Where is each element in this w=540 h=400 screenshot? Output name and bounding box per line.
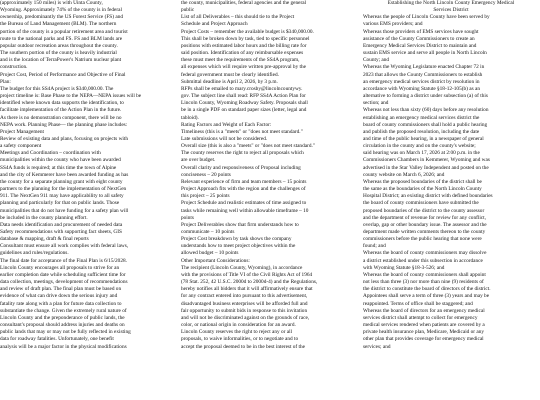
text-line: Establishing the North Lincoln County Emergency Medical — [387, 0, 515, 6]
text-line: county website on March 6, 2026; and — [363, 171, 445, 178]
text-line: Overall size (this is also a "meets" or "does not meet standard." — [181, 143, 315, 150]
text-line: services; and — [363, 343, 391, 350]
text-line: Plan: — [0, 78, 11, 85]
text-line: municipalities that do not have funding for a safety plan will — [0, 207, 129, 214]
text-line: board of county commissioners shall hold a public hearing — [363, 121, 488, 128]
text-line: Whereas the board of county commissioners may dissolve — [363, 250, 487, 257]
text-line: gov. The subject line shall read: RFP SS4A Action Plan for — [181, 93, 306, 100]
text-line: 2023 that allows the County Commissioners to establish — [363, 71, 483, 78]
text-line: facilitate implementation of the Action Plan in the future. — [0, 107, 122, 114]
text-line: Schedule and Project Approach — [181, 21, 248, 28]
text-line: allowed budget – 10 points — [181, 250, 239, 257]
text-line: hereby notifies all bidders that it will affirmatively ensure that — [181, 286, 313, 293]
text-line: fatality rate along with a plan for future data collection to — [0, 300, 122, 307]
text-line: the county for a separate planning grant with eight county — [0, 178, 123, 185]
text-line: Project Costs – remember the available budget is $340,000.00. — [181, 28, 314, 35]
text-line: a safety component — [0, 143, 42, 150]
text-line: with the provisions of Title VI of the Civil Rights Act of 1964 — [181, 271, 313, 278]
text-line: earlier completion date while scheduling sufficient time for — [0, 271, 126, 278]
text-line: ownership, predominantly the US Forest Service (FS) and — [0, 14, 123, 21]
text-line: and review of draft plan. The final plan must be based on — [0, 286, 122, 293]
column-middle — [181, 0, 357, 400]
text-line: Review of existing data and plans, focusing on projects with — [0, 135, 128, 142]
text-line: for any contract entered into pursuant to this advertisement, — [181, 293, 308, 300]
text-line: Project Schedule and realistic estimates of time assigned to — [181, 200, 307, 207]
text-line: the board of county commissioners have submitted the — [363, 200, 479, 207]
text-line: consultant's proposal should address injuries and deaths on — [0, 322, 125, 329]
text-line: overlap, gap or other boundary issue. The assessor and the — [363, 221, 487, 228]
text-line: and the city of Kemmerer have been awarded funding as has — [0, 171, 129, 178]
text-line: Wyoming. Approximately 74% of the county is in federal — [0, 7, 122, 14]
text-line: said position. Identification of any reimbursable expenses — [181, 50, 304, 57]
text-line: be in a single PDF on standard paper sizes (letter, legal and — [181, 107, 307, 114]
text-line: data for roadway fatalities. Unfortunately, one benefit — [0, 336, 114, 343]
text-line: advertised in the Star Valley Independent and posted on the — [363, 164, 489, 171]
text-line: reappointed. Terms of office shall be staggered; and — [363, 300, 473, 307]
text-line: (78 Stat. 252, 42 U.S.C. 2000d to 2000d-4) and the Regulations, — [181, 279, 318, 286]
text-line: medical services rendered when patients are covered by a — [363, 322, 485, 329]
text-line: project timeline is: Base Phase to the NEPA—NEPA issues will be — [0, 93, 142, 100]
text-line: portion of the county is a popular retirement area and tourist — [0, 28, 128, 35]
text-line: Rating Factors and Weight of Each Factor: — [181, 121, 272, 128]
text-line: County; and — [363, 57, 390, 64]
text-line: (approximately 150 miles) is with Uinta County, — [0, 0, 103, 6]
text-line: Appointees shall serve a term of three (3) years and may be — [363, 293, 490, 300]
text-line: services district shall attempt to collect for emergency — [363, 314, 478, 321]
text-line: accept the proposal deemed to be in the best interest of the — [181, 343, 305, 350]
text-line: said hearing was on March 17, 2026 at 2:00 p.m. in the — [363, 150, 480, 157]
text-line: As there is no demonstration component, there will be no — [0, 114, 122, 121]
text-line: assistance of the County Commissioners to create an — [363, 35, 475, 42]
text-line: accordance with Wyoming Statute §18-12-105(b) as an — [363, 85, 480, 92]
text-line: The budget for this SS4A project is $340,000.00. The — [0, 85, 114, 92]
text-line: Whereas those providers of EMS services have sought — [363, 28, 479, 35]
text-line: section; and — [363, 100, 389, 107]
text-line: the district to constitute the board of directors of the district. — [363, 286, 491, 293]
text-line: planning and particularly for that on public lands. Those — [0, 200, 120, 207]
text-line: private health insurance plan, Medicare, Medicaid or any — [363, 329, 485, 336]
column-left — [0, 0, 174, 400]
text-line: List of all Deliverables – this should tie to the Project — [181, 14, 295, 21]
text-line: color, or national origin in consideration for an award. — [181, 322, 296, 329]
text-line: 911. The NextGen 911 may have applicability to all safety — [0, 193, 124, 200]
text-line: a district established under this subsection in accordance — [363, 257, 483, 264]
text-line: public lands that may or may not be fully reflected in existing — [0, 329, 131, 336]
text-line: popular outdoor recreation areas throughout the county. — [0, 42, 118, 49]
text-line: Whereas not less than sixty (60) days before any resolution — [363, 107, 489, 114]
text-line: communicate – 10 points — [181, 229, 235, 235]
text-line: identified where known data supports the identification, to — [0, 100, 124, 107]
text-line: alternative to forming a district under subsection (a) of this — [363, 93, 488, 100]
text-line: an emergency medical services district by resolution in — [363, 78, 480, 85]
text-line: Late submissions will not be considered. — [181, 135, 268, 142]
text-line: data collection, meetings, development of recommendations — [0, 279, 128, 286]
text-line: proposals, to waive informalities, or to negotiate and to — [181, 336, 299, 343]
text-line: found; and — [363, 243, 386, 250]
text-line: Lincoln County encourages all proposals to strive for an — [0, 264, 120, 271]
text-line: analysis will be a major factor in the physical modifications — [0, 343, 127, 350]
text-line: conciseness – 20 points — [181, 171, 231, 178]
text-line: Whereas the Wyoming Legislature enacted Chapter 72 in — [363, 64, 485, 71]
text-line: the county, municipalities, federal agencies and the general — [181, 0, 307, 6]
text-line: and is the location of TerraPower's Natrium nuclear plant — [0, 57, 122, 64]
text-line: disadvantaged business enterprises will be afforded full and — [181, 300, 308, 307]
text-line: Hospital District; an existing district with defined boundaries — [363, 193, 493, 200]
text-line: Consultant must ensure all work complies with federal laws, — [0, 243, 129, 250]
text-line: sustain EMS service and serve all people in North Lincoln — [363, 50, 487, 57]
text-line: department made written comments thereon to the county — [363, 229, 486, 235]
text-line: The recipient (Lincoln County, Wyoming), in accordance — [181, 264, 303, 271]
text-line: all expenses which will require written pre-approval by the — [181, 64, 307, 71]
text-line: fair opportunity to submit bids in response to this invitation — [181, 307, 308, 314]
text-line: the same as the boundaries of the North Lincoln County — [363, 186, 482, 193]
text-line: tasks while remaining well within allowable timeframe – 10 — [181, 207, 309, 214]
text-line: and the department of revenue for review for any conflict, — [363, 214, 486, 221]
text-line: This shall be broken down by task, tied to specific personnel — [181, 35, 310, 42]
text-line: Emergency Medical Services District to maintain and — [363, 42, 477, 49]
text-line: Timeliness (this is a "meets" or "does not meet standard." — [181, 128, 303, 135]
text-line: public — [181, 7, 195, 14]
text-line: Project Cost breakdown by task shows the company — [181, 236, 292, 243]
text-line: Data needs identification and procurement of needed data — [0, 221, 123, 228]
text-line: NEPA work. Planning Phase— the planning phase includes: — [0, 121, 128, 128]
text-line: not less than three (3) nor more than nine (9) residents of — [363, 279, 484, 286]
column-right — [363, 0, 539, 400]
text-line: be included in the county planning effort. — [0, 214, 88, 221]
text-line: Whereas the board of directors for an emergency medical — [363, 307, 485, 314]
text-line: substantiate the change. Given the extremely rural nature of — [0, 307, 127, 314]
text-line: tabloid). — [181, 114, 199, 121]
text-line: Project Approach fits with the region and the challenges of — [181, 186, 306, 193]
text-line: this project – 25 points — [181, 193, 230, 200]
text-line: The southern portion of the county is heavily industrial — [0, 50, 117, 57]
text-line: commissioners before the public hearing that none were — [363, 236, 482, 243]
text-line: various EMS providers; and — [363, 21, 423, 28]
text-line: Meetings and Coordination – coordination with — [0, 150, 101, 157]
text-line: route to the national parks and FS. FS and BLM lands are — [0, 35, 123, 42]
text-line: Lincoln County reserves the right to reject any or all — [181, 329, 293, 336]
text-line: Safety recommendations with supporting fact sheets, GIS — [0, 229, 122, 235]
text-line: positions with estimated labor hours and the billing rate for — [181, 42, 307, 49]
text-line: Services District — [433, 7, 469, 14]
text-line: database & mapping, draft & final reports — [0, 236, 89, 243]
text-line: Whereas the people of Lincoln County have been served by — [363, 14, 490, 21]
text-line: municipalities within the county who have been awarded — [0, 157, 121, 164]
text-line: The county reserves the right to reject all proposals which — [181, 150, 304, 157]
text-line: the Bureau of Land Management (BLM). The northern — [0, 21, 117, 28]
text-line: and will not be discriminated against on the grounds of race, — [181, 314, 310, 321]
text-line: these must meet the requirements of the SS4A program, — [181, 57, 300, 64]
text-line: points — [181, 214, 194, 221]
text-line: with Wyoming Statute §18-3-526; and — [363, 264, 445, 271]
text-line: partners to the planning for the implementation of NextGen — [0, 186, 127, 193]
text-line: SS4A funds is required; at this time the town of Alpine — [0, 164, 117, 171]
text-line: construction. — [0, 64, 28, 71]
text-line: Project Management — [0, 128, 44, 135]
text-line: and publish the proposed resolution, including the date — [363, 128, 480, 135]
text-line: are over budget. — [181, 157, 216, 164]
text-line: Whereas the proposed boundaries of the district shall be — [363, 178, 482, 185]
text-line: Relevant experience of firm and team members – 15 points — [181, 178, 307, 185]
text-line: Lincoln County, Wyoming Roadway Safety. Proposals shall — [181, 100, 308, 107]
text-line: Other Important Considerations: — [181, 257, 250, 264]
text-line: circulation in the county and on the county's website; — [363, 143, 476, 150]
text-line: Submittal deadline is April 2, 2026, by 3 p.m. — [181, 78, 278, 85]
text-line: proposed boundaries of the district to the county assessor — [363, 207, 485, 214]
text-line: Commissioners Chambers in Kemmerer, Wyoming and was — [363, 157, 490, 164]
text-line: and time of the public hearing, in a newspaper of general — [363, 135, 484, 142]
text-line: The final date for acceptance of the Final Plan is 6/15/2028. — [0, 257, 127, 264]
text-line: Overall clarity and responsiveness of Proposal including — [181, 164, 301, 171]
text-line: federal government must be clearly identified. — [181, 71, 279, 78]
text-line: understands how to meet project objectives within the — [181, 243, 296, 250]
text-line: Whereas the board of county commissioners shall appoint — [363, 271, 486, 278]
text-line: establishing an emergency medical services district the — [363, 114, 480, 121]
text-line: Lincoln County and the preponderance of public lands, the — [0, 314, 125, 321]
text-line: Project Cost, Period of Performance and Objective of Final — [0, 71, 126, 78]
text-line: RFPs shall be emailed to mary.crosby@lincolncountywy. — [181, 85, 303, 92]
text-line: evidence of what can drive down the serious injury and — [0, 293, 118, 300]
text-line: Project Deliverables show that firm understands how to — [181, 221, 299, 228]
text-line: other plan that provides coverage for emergency medical — [363, 336, 484, 343]
text-line: guidelines and rules/regulations. — [0, 250, 69, 257]
